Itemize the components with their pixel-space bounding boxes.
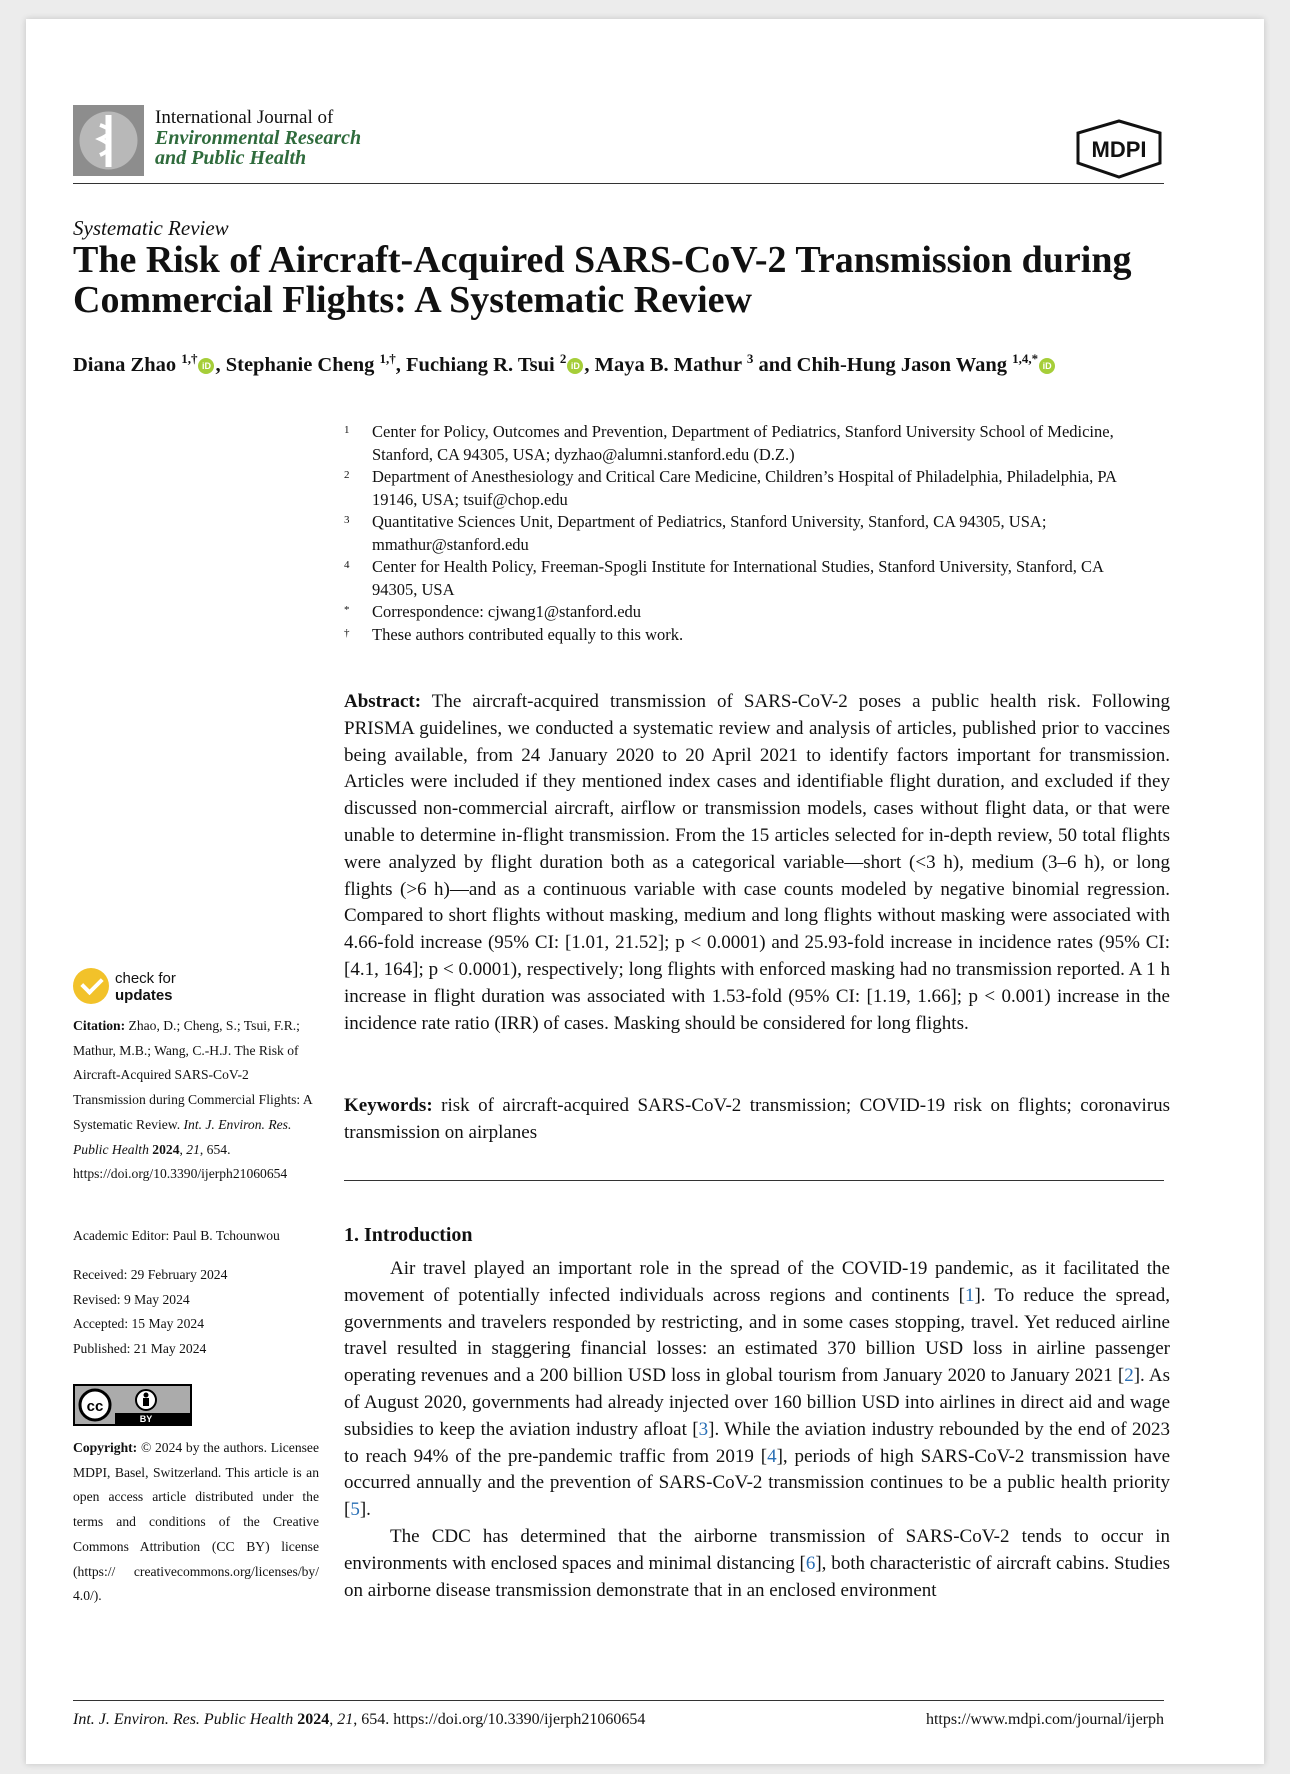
article-type: Systematic Review <box>73 216 229 240</box>
reference-link[interactable]: 1 <box>964 1284 975 1306</box>
affiliation-item <box>344 511 1144 556</box>
check-icon <box>73 968 109 1004</box>
affiliation-text: Correspondence: cjwang1@stanford.edu <box>372 602 642 621</box>
author-name: Stephanie Cheng <box>225 353 375 376</box>
check-for-updates-badge[interactable] <box>73 968 273 1008</box>
affiliation-text: Quantitative Sciences Unit, Department of Pediatrics, Stanford University, Stanford, CA 94305, USA; mmathur@stanford.edu <box>372 512 1047 554</box>
affiliation-text: These authors contributed equally to this work. <box>372 624 684 644</box>
received-date: Received: 29 February 2024 <box>73 1267 228 1282</box>
author-list <box>73 351 1173 377</box>
reference-link[interactable]: 5 <box>350 1499 360 1521</box>
affiliation-marker: 1 <box>344 424 350 436</box>
check-for-text: check for <box>115 970 176 987</box>
cc-by-text: BY <box>139 1414 153 1424</box>
section-rule <box>344 1180 1164 1181</box>
author-separator: , <box>395 353 407 376</box>
author-name: Maya B. Mathur <box>594 353 742 376</box>
keywords-text: risk of aircraft-acquired SARS-CoV-2 transmission; COVID-19 risk on flights; coronavirus transmission on airplanes <box>344 1095 1171 1143</box>
published-date: Published: 21 May 2024 <box>73 1341 207 1357</box>
orcid-icon[interactable]: iD <box>567 358 583 374</box>
affiliations <box>344 421 1144 646</box>
journal-logo <box>73 105 144 176</box>
introduction-body <box>344 1256 1170 1604</box>
affiliation-marker: 3 <box>344 514 350 526</box>
mdpi-logo-text: MDPI <box>1091 137 1147 162</box>
journal-name-line1: International Journal of <box>155 107 334 128</box>
reference-link[interactable]: 4 <box>767 1445 777 1467</box>
journal-name-line2: Environmental Research <box>155 127 362 149</box>
paragraph-text: Air travel played an important role in the spread of the COVID-19 pandemic, as it facilitated the movement of potentially infected individuals across regions and continents [ <box>344 1258 1170 1306</box>
footer-rule <box>73 1700 1164 1701</box>
cc-by-license-badge[interactable] <box>73 1384 192 1426</box>
affiliation-marker: 4 <box>344 559 350 571</box>
affiliation-marker: * <box>344 604 350 616</box>
reference-link[interactable]: 3 <box>698 1418 709 1440</box>
affiliation-text: Center for Health Policy, Freeman-Spogli Institute for International Studies, Stanford University, Stanford, CA 94305, USA <box>372 557 1104 599</box>
abstract-text: The aircraft-acquired transmission of SARS-CoV-2 poses a public health risk. Following PRISMA guidelines, we conducted a systematic review and analysis of articles, published prior to vaccines being available, from 24 January 2020 to 20 April 2021 to identify factors important for transmission. Articles were included if they mentioned index cases and identifiable flight duration, and excluded if they discussed non-commercial aircraft, airflow or transmission models, cases without flight data, or that were unable to determine in-flight transmission. From the 15 articles selected for in-depth review, 50 total flights were analyzed by flight duration both as a categorical variable—short (<3 h), medium (3–6 h), or long flights (>6 h)—and as a continuous variable with case counts modeled by negative binomial regression. Compared to short flights without masking, medium and long flights without masking were associated with 4.66-fold increase (95% CI: [1.01, 21.52]; p < 0.0001) and 25.93-fold increase in incidence rates (95% CI: [4.1, 164]; p < 0.0001), respectively; long flights with enforced masking had no transmission reported. A 1 h increase in flight duration was associated with 1.53-fold (95% CI: [1.19, 1.66]; p < 0.001) increase in the incidence rate ratio (IRR) of cases. Masking should be considered for long flights. <box>344 691 1170 1034</box>
section-heading-introduction: 1. Introduction <box>344 1224 473 1246</box>
paragraph-text: ]. <box>359 1499 371 1521</box>
footer-volume: 21 <box>337 1711 354 1728</box>
paragraph-text: ]. As of August 2020, governments had already injected over 160 billion USD into airlines in direct aid and wage subsidies to keep the aviation industry afloat [ <box>344 1365 1170 1440</box>
paragraph-text: ], periods of high SARS-CoV-2 transmission have occurred annually and the prevention of SARS-CoV-2 transmission continues to be a public health priority [ <box>344 1445 1170 1521</box>
reference-link[interactable]: 2 <box>1124 1365 1134 1387</box>
author-affiliation-marker: 1,4,* <box>1012 351 1039 366</box>
paragraph-text: ], both characteristic of aircraft cabins. Studies on airborne disease transmission demonstrate that in an enclosed environment <box>344 1552 1170 1601</box>
abstract-label: Abstract: <box>344 691 422 712</box>
affiliation-item <box>344 421 1144 466</box>
accepted-date: Accepted: 15 May 2024 <box>73 1316 204 1332</box>
author-affiliation-marker: 3 <box>746 351 754 366</box>
journal-name-line3: and Public Health <box>155 147 307 169</box>
author-affiliation-marker: 2 <box>559 351 567 366</box>
affiliation-text: Department of Anesthesiology and Critical Care Medicine, Children’s Hospital of Philadelphia, Philadelphia, PA 19146, USA; tsuif@chop.edu <box>372 467 1117 509</box>
keywords <box>344 1093 1170 1147</box>
footer-citation: Int. J. Environ. Res. Public Health 2024, 21, 654. https://doi.org/10.3390/ijerph21060654 <box>73 1711 646 1728</box>
author-separator: , <box>215 353 226 376</box>
author-separator: , <box>584 353 595 376</box>
header-rule <box>73 183 1164 184</box>
paragraph-text: The CDC has determined that the airborne transmission of SARS-CoV-2 tends to occur in environments with enclosed spaces and minimal distancing [ <box>344 1525 1170 1574</box>
intro-paragraph-1 <box>344 1256 1170 1524</box>
mdpi-logo <box>1074 119 1164 179</box>
author-affiliation-marker: 1,† <box>181 351 198 366</box>
intro-paragraph-2 <box>344 1524 1170 1604</box>
citation-text: Zhao, D.; Cheng, S.; Tsui, F.R.; Mathur, M.B.; Wang, C.-H.J. The Risk of Aircraft-Acquired SARS-CoV-2 Transmission during Commercial Flights: A Systematic Review. <box>73 1018 312 1132</box>
copyright-block <box>73 1436 319 1609</box>
updates-text: updates <box>115 987 173 1004</box>
paragraph-text: ]. To reduce the spread, governments and travelers responded by restricting, and in some cases stopping, travel. Yet reduced airline travel resulted in staggering financial losses: an estimated 370 billion USD loss in airline passenger operating revenues and a 200 billion USD loss in global tourism from January 2020 to January 2021 [ <box>344 1284 1170 1387</box>
author-separator: and <box>753 353 797 376</box>
affiliation-item <box>344 466 1144 511</box>
article-title: The Risk of Aircraft-Acquired SARS-CoV-2 Transmission during Commercial Flights: A Systematic Review <box>73 239 1132 321</box>
svg-text:cc: cc <box>86 1398 104 1415</box>
footer-journal: Int. J. Environ. Res. Public Health <box>73 1711 294 1728</box>
citation-block: Citation: Zhao, D.; Cheng, S.; Tsui, F.R.; Mathur, M.B.; Wang, C.-H.J. The Risk of Aircraft-Acquired SARS-CoV-2 Transmission during Commercial Flights: A Systematic Review. Int. J. Environ. Res. Public Health 2024, 21, 654. https://doi.org/10.3390/ijerph21060654 <box>73 1018 312 1182</box>
footer-doi[interactable]: , 654. https://doi.org/10.3390/ijerph21060654 <box>353 1711 646 1728</box>
reference-link[interactable]: 6 <box>805 1552 816 1574</box>
affiliation-item <box>344 556 1144 601</box>
revised-date: Revised: 9 May 2024 <box>73 1291 190 1307</box>
keywords-label: Keywords: <box>344 1095 433 1116</box>
author-name: Chih-Hung Jason Wang <box>796 353 1008 376</box>
orcid-icon[interactable]: iD <box>1039 358 1055 374</box>
affiliation-marker: † <box>344 626 350 639</box>
author-name: Diana Zhao <box>73 353 177 376</box>
abstract <box>344 689 1170 1037</box>
copyright-label: Copyright: <box>73 1440 138 1455</box>
citation-year: 2024 <box>152 1141 180 1157</box>
paragraph-text: ]. While the aviation industry rebounded by the end of 2023 to reach 94% of the pre-pandemic traffic from 2019 [ <box>344 1418 1170 1467</box>
publication-dates <box>73 1263 319 1362</box>
citation-volume: 21 <box>186 1141 200 1157</box>
footer-year: 2024 <box>297 1711 330 1728</box>
orcid-icon[interactable]: iD <box>198 358 214 374</box>
citation-label: Citation: <box>73 1018 126 1033</box>
affiliation-text: Center for Policy, Outcomes and Prevention, Department of Pediatrics, Stanford University School of Medicine, Stanford, CA 94305, USA; dyzhao@alumni.stanford.edu (D.Z.) <box>372 422 1114 464</box>
affiliation-item <box>344 601 1144 624</box>
copyright-text: © 2024 by the authors. Licensee MDPI, Basel, Switzerland. This article is an open access article distributed under the terms and conditions of the Creative Commons Attribution (CC BY) license (https:// creativecommons.org/licenses/by/ 4.0/). <box>73 1440 319 1604</box>
journal-name <box>155 108 361 168</box>
academic-editor: Academic Editor: Paul B. Tchounwou <box>73 1228 280 1243</box>
affiliation-item <box>344 624 1144 647</box>
author-name: Fuchiang R. Tsui <box>406 353 555 376</box>
citation-journal: Int. J. Environ. Res. Public Health <box>73 1116 292 1157</box>
citation-doi[interactable]: , 654. https://doi.org/10.3390/ijerph21060654 <box>73 1141 288 1182</box>
author-affiliation-marker: 1,† <box>379 351 396 366</box>
footer-url[interactable]: https://www.mdpi.com/journal/ijerph <box>925 1711 1164 1728</box>
affiliation-marker: 2 <box>344 469 350 481</box>
